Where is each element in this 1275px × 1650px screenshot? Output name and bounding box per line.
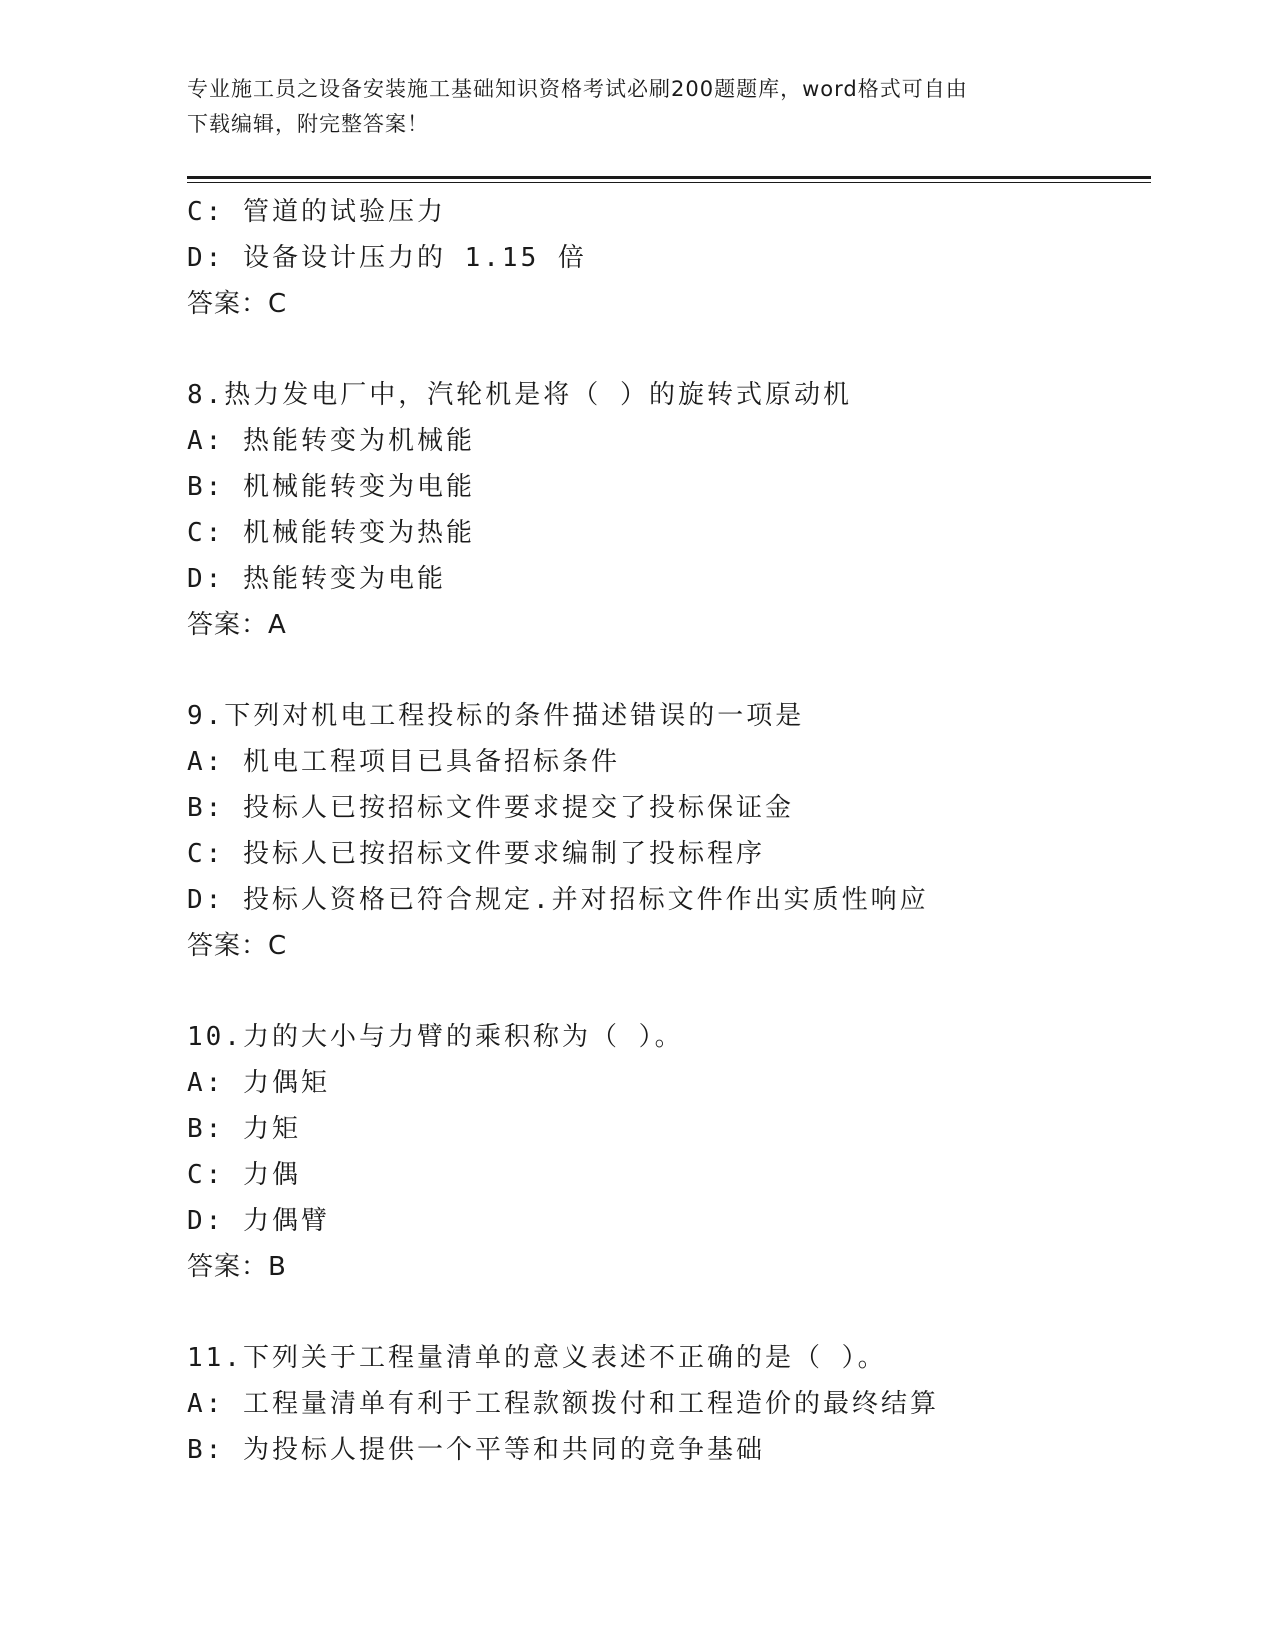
option-d: D: 投标人资格已符合规定.并对招标文件作出实质性响应 xyxy=(187,885,929,915)
header-divider-thin xyxy=(187,182,1151,183)
document-header xyxy=(187,72,1067,142)
option-a: A: 力偶矩 xyxy=(187,1068,330,1098)
header-divider-thick xyxy=(187,176,1151,179)
option-d: D: 热能转变为电能 xyxy=(187,564,446,594)
option-d: D: 设备设计压力的 1.15 倍 xyxy=(187,243,587,273)
option-c: C: 机械能转变为热能 xyxy=(187,518,475,548)
answer-line: 答案：A xyxy=(187,610,287,640)
option-b: B: 机械能转变为电能 xyxy=(187,472,475,502)
question-9 xyxy=(187,693,1151,969)
option-a: A: 工程量清单有利于工程款额拨付和工程造价的最终结算 xyxy=(187,1389,939,1419)
question-stem: 9.下列对机电工程投标的条件描述错误的一项是 xyxy=(187,701,805,731)
question-stem: 8.热力发电厂中，汽轮机是将（ ）的旋转式原动机 xyxy=(187,380,852,410)
option-c: C: 投标人已按招标文件要求编制了投标程序 xyxy=(187,839,765,869)
answer-line: 答案：C xyxy=(187,289,288,319)
option-d: D: 力偶臂 xyxy=(187,1206,330,1236)
option-b: B: 为投标人提供一个平等和共同的竞争基础 xyxy=(187,1435,765,1465)
answer-line: 答案：C xyxy=(187,931,288,961)
header-line-2: 下载编辑，附完整答案！ xyxy=(187,112,429,136)
answer-line: 答案：B xyxy=(187,1252,287,1282)
question-list xyxy=(187,189,1151,1473)
question-10 xyxy=(187,1014,1151,1290)
option-b: B: 力矩 xyxy=(187,1114,301,1144)
option-c: C: 力偶 xyxy=(187,1160,301,1190)
option-a: A: 热能转变为机械能 xyxy=(187,426,475,456)
header-line-1: 专业施工员之设备安装施工基础知识资格考试必刷200题题库，word格式可自由 xyxy=(187,77,968,101)
question-7-partial xyxy=(187,189,1151,327)
question-stem: 10.力的大小与力臂的乘积称为（ ）。 xyxy=(187,1022,684,1052)
option-c: C: 管道的试验压力 xyxy=(187,197,446,227)
option-b: B: 投标人已按招标文件要求提交了投标保证金 xyxy=(187,793,794,823)
question-8 xyxy=(187,372,1151,648)
question-stem: 11.下列关于工程量清单的意义表述不正确的是（ ）。 xyxy=(187,1343,887,1373)
option-a: A: 机电工程项目已具备招标条件 xyxy=(187,747,620,777)
question-11-partial xyxy=(187,1335,1151,1473)
